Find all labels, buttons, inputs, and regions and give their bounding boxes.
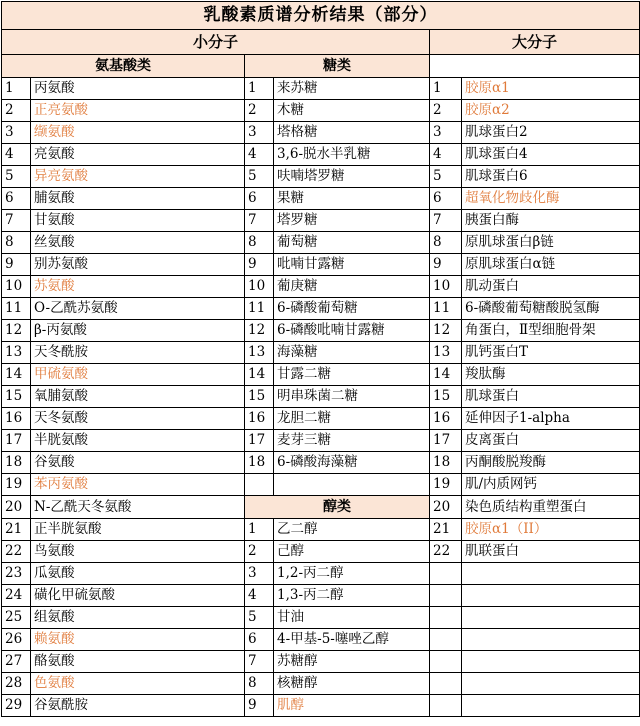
macromolecule-name: 6-磷酸葡萄糖酸脱氢酶 bbox=[462, 298, 640, 320]
amino-acid-index: 22 bbox=[2, 541, 31, 563]
table-row bbox=[2, 100, 640, 122]
sugar-index: 5 bbox=[245, 166, 274, 188]
amino-acid-name: 色氨酸 bbox=[31, 673, 245, 695]
amino-acid-index: 19 bbox=[2, 474, 31, 496]
alcohol-index: 6 bbox=[245, 629, 274, 651]
alcohol-index: 8 bbox=[245, 673, 274, 695]
macromolecule-name: 原肌球蛋白α链 bbox=[462, 254, 640, 276]
macromolecule-index: 16 bbox=[430, 408, 462, 430]
mass-spec-table bbox=[1, 1, 640, 717]
amino-acid-index: 14 bbox=[2, 364, 31, 386]
amino-acid-index: 13 bbox=[2, 342, 31, 364]
empty-cell bbox=[430, 563, 462, 585]
macromolecule-index: 2 bbox=[430, 100, 462, 122]
sugar-name: 6-磷酸吡喃甘露糖 bbox=[274, 320, 430, 342]
table-row bbox=[2, 519, 640, 541]
sugar-index: 8 bbox=[245, 232, 274, 254]
amino-acid-name: O-乙酰苏氨酸 bbox=[31, 298, 245, 320]
amino-acid-index: 17 bbox=[2, 430, 31, 452]
table-row bbox=[2, 298, 640, 320]
table-row bbox=[2, 585, 640, 607]
amino-acid-name: 磺化甲硫氨酸 bbox=[31, 585, 245, 607]
amino-acid-name: 异亮氨酸 bbox=[31, 166, 245, 188]
amino-acid-index: 20 bbox=[2, 496, 31, 519]
table-row bbox=[2, 386, 640, 408]
table-row bbox=[2, 651, 640, 673]
amino-acid-name: 丙氨酸 bbox=[31, 78, 245, 100]
macromolecule-name: 肌动蛋白 bbox=[462, 276, 640, 298]
amino-acid-name: 鸟氨酸 bbox=[31, 541, 245, 563]
macromolecule-index: 8 bbox=[430, 232, 462, 254]
table-row bbox=[2, 496, 640, 519]
macromolecule-name: 角蛋白，Ⅱ型细胞骨架 bbox=[462, 320, 640, 342]
empty-cell bbox=[430, 673, 462, 695]
amino-acid-index: 28 bbox=[2, 673, 31, 695]
table-row bbox=[2, 144, 640, 166]
sugar-index: 3 bbox=[245, 122, 274, 144]
amino-acid-index: 11 bbox=[2, 298, 31, 320]
amino-acid-index: 21 bbox=[2, 519, 31, 541]
sugar-index: 15 bbox=[245, 386, 274, 408]
alcohol-name: 乙二醇 bbox=[274, 519, 430, 541]
macromolecule-name: 肌球蛋白6 bbox=[462, 166, 640, 188]
amino-acid-index: 5 bbox=[2, 166, 31, 188]
amino-acid-name: 苏氨酸 bbox=[31, 276, 245, 298]
sugars-header: 糖类 bbox=[245, 55, 430, 78]
table-row bbox=[2, 408, 640, 430]
sugar-name: 6-磷酸葡萄糖 bbox=[274, 298, 430, 320]
amino-acid-index: 6 bbox=[2, 188, 31, 210]
macromolecule-name: 延伸因子1-alpha bbox=[462, 408, 640, 430]
sugar-name: 来苏糖 bbox=[274, 78, 430, 100]
sugar-name: 甘露二糖 bbox=[274, 364, 430, 386]
sugar-index: 17 bbox=[245, 430, 274, 452]
empty-cell bbox=[462, 607, 640, 629]
sugar-index: 11 bbox=[245, 298, 274, 320]
amino-acid-name: N-乙酰天冬氨酸 bbox=[31, 496, 245, 519]
amino-acid-name: 谷氨酰胺 bbox=[31, 695, 245, 717]
amino-acid-index: 29 bbox=[2, 695, 31, 717]
table-row bbox=[2, 254, 640, 276]
amino-acid-name: 赖氨酸 bbox=[31, 629, 245, 651]
amino-acid-name: 组氨酸 bbox=[31, 607, 245, 629]
empty-cell bbox=[462, 651, 640, 673]
sugar-index: 1 bbox=[245, 78, 274, 100]
macromolecule-index: 13 bbox=[430, 342, 462, 364]
amino-acid-index: 23 bbox=[2, 563, 31, 585]
macromolecule-index: 7 bbox=[430, 210, 462, 232]
macromolecule-index: 14 bbox=[430, 364, 462, 386]
alcohol-index: 3 bbox=[245, 563, 274, 585]
macromolecule-index: 17 bbox=[430, 430, 462, 452]
amino-acid-index: 15 bbox=[2, 386, 31, 408]
macromolecule-index: 1 bbox=[430, 78, 462, 100]
macromolecule-name: 染色质结构重塑蛋白 bbox=[462, 496, 640, 519]
macromolecule-index: 19 bbox=[430, 474, 462, 496]
small-molecules-header: 小分子 bbox=[2, 30, 430, 55]
empty-cell bbox=[430, 629, 462, 651]
macromolecule-name: 羧肽酶 bbox=[462, 364, 640, 386]
sugar-name: 果糖 bbox=[274, 188, 430, 210]
table-row bbox=[2, 342, 640, 364]
empty-cell bbox=[462, 695, 640, 717]
alcohol-name: 肌醇 bbox=[274, 695, 430, 717]
sugar-index: 9 bbox=[245, 254, 274, 276]
macromolecule-name: 肌联蛋白 bbox=[462, 541, 640, 563]
alcohol-index: 2 bbox=[245, 541, 274, 563]
table-row bbox=[2, 563, 640, 585]
macromolecule-index: 10 bbox=[430, 276, 462, 298]
sugar-index: 16 bbox=[245, 408, 274, 430]
amino-acid-name: 天冬酰胺 bbox=[31, 342, 245, 364]
macromolecule-index: 9 bbox=[430, 254, 462, 276]
sugar-name: 葡庚糖 bbox=[274, 276, 430, 298]
amino-acid-index: 9 bbox=[2, 254, 31, 276]
table-row bbox=[2, 629, 640, 651]
table-row bbox=[2, 122, 640, 144]
table-row bbox=[2, 78, 640, 100]
macromolecule-index: 20 bbox=[430, 496, 462, 519]
macromolecule-name: 肌球蛋白4 bbox=[462, 144, 640, 166]
sugar-name: 6-磷酸海藻糖 bbox=[274, 452, 430, 474]
alcohol-name: 1,2-丙二醇 bbox=[274, 563, 430, 585]
table-row bbox=[2, 607, 640, 629]
amino-acid-name: 正亮氨酸 bbox=[31, 100, 245, 122]
amino-acid-index: 18 bbox=[2, 452, 31, 474]
sugar-name: 塔罗糖 bbox=[274, 210, 430, 232]
table-row bbox=[2, 673, 640, 695]
table-row bbox=[2, 166, 640, 188]
amino-acid-index: 1 bbox=[2, 78, 31, 100]
amino-acid-name: 甘氨酸 bbox=[31, 210, 245, 232]
amino-acid-name: 氧脯氨酸 bbox=[31, 386, 245, 408]
amino-acid-index: 3 bbox=[2, 122, 31, 144]
macromolecule-index: 11 bbox=[430, 298, 462, 320]
alcohol-name: 己醇 bbox=[274, 541, 430, 563]
amino-acid-index: 25 bbox=[2, 607, 31, 629]
macromolecule-name: 胶原α1 bbox=[462, 78, 640, 100]
table-row bbox=[2, 320, 640, 342]
amino-acid-index: 16 bbox=[2, 408, 31, 430]
empty-cell bbox=[462, 629, 640, 651]
macromolecule-name: 肌钙蛋白T bbox=[462, 342, 640, 364]
amino-acid-name: 丝氨酸 bbox=[31, 232, 245, 254]
sugar-name: 3,6-脱水半乳糖 bbox=[274, 144, 430, 166]
table-row bbox=[2, 541, 640, 563]
amino-acid-index: 4 bbox=[2, 144, 31, 166]
empty-cell bbox=[430, 695, 462, 717]
sugar-index: 4 bbox=[245, 144, 274, 166]
table-row bbox=[2, 232, 640, 254]
macromolecule-name: 胰蛋白酶 bbox=[462, 210, 640, 232]
alcohol-name: 4-甲基-5-噻唑乙醇 bbox=[274, 629, 430, 651]
sugar-index: 14 bbox=[245, 364, 274, 386]
amino-acid-index: 26 bbox=[2, 629, 31, 651]
amino-acid-name: 瓜氨酸 bbox=[31, 563, 245, 585]
amino-acid-index: 2 bbox=[2, 100, 31, 122]
sugar-index: 18 bbox=[245, 452, 274, 474]
amino-acid-name: 苯丙氨酸 bbox=[31, 474, 245, 496]
macromolecule-index: 12 bbox=[430, 320, 462, 342]
amino-acid-name: 谷氨酸 bbox=[31, 452, 245, 474]
empty-cell bbox=[430, 585, 462, 607]
table-row bbox=[2, 188, 640, 210]
alcohol-index: 1 bbox=[245, 519, 274, 541]
amino-acid-name: 天冬氨酸 bbox=[31, 408, 245, 430]
amino-acid-name: 酪氨酸 bbox=[31, 651, 245, 673]
sugar-name: 明串珠菌二糖 bbox=[274, 386, 430, 408]
table-title: 乳酸素质谱分析结果（部分） bbox=[2, 2, 640, 30]
table-row bbox=[2, 364, 640, 386]
macromolecule-name: 肌球蛋白2 bbox=[462, 122, 640, 144]
alcohol-name: 1,3-丙二醇 bbox=[274, 585, 430, 607]
macromolecule-index: 18 bbox=[430, 452, 462, 474]
macromolecule-index: 5 bbox=[430, 166, 462, 188]
amino-acid-name: 亮氨酸 bbox=[31, 144, 245, 166]
alcohol-index: 9 bbox=[245, 695, 274, 717]
empty-cell bbox=[462, 673, 640, 695]
sugar-index: 7 bbox=[245, 210, 274, 232]
empty-cell bbox=[430, 651, 462, 673]
macromolecule-index: 15 bbox=[430, 386, 462, 408]
large-molecules-header: 大分子 bbox=[430, 30, 640, 55]
alcohols-header: 醇类 bbox=[245, 496, 430, 519]
table-row bbox=[2, 474, 640, 496]
sugar-name: 葡萄糖 bbox=[274, 232, 430, 254]
sugar-name: 吡喃甘露糖 bbox=[274, 254, 430, 276]
sugar-index: 2 bbox=[245, 100, 274, 122]
sugar-name: 麦芽三糖 bbox=[274, 430, 430, 452]
table-row bbox=[2, 452, 640, 474]
sugar-name: 龙胆二糖 bbox=[274, 408, 430, 430]
amino-acid-name: 半胱氨酸 bbox=[31, 430, 245, 452]
sugar-index: 12 bbox=[245, 320, 274, 342]
empty-cell bbox=[430, 607, 462, 629]
macromolecule-name: 皮离蛋白 bbox=[462, 430, 640, 452]
sugar-index: 13 bbox=[245, 342, 274, 364]
macromolecule-index: 22 bbox=[430, 541, 462, 563]
macromolecule-name: 胶原α2 bbox=[462, 100, 640, 122]
amino-acid-index: 27 bbox=[2, 651, 31, 673]
macromolecule-index: 4 bbox=[430, 144, 462, 166]
amino-acid-index: 10 bbox=[2, 276, 31, 298]
macromolecule-name: 超氧化物歧化酶 bbox=[462, 188, 640, 210]
alcohol-index: 4 bbox=[245, 585, 274, 607]
amino-acid-index: 12 bbox=[2, 320, 31, 342]
alcohol-name: 苏糖醇 bbox=[274, 651, 430, 673]
sugar-name: 呋喃塔罗糖 bbox=[274, 166, 430, 188]
macromolecule-name: 胶原α1（II） bbox=[462, 519, 640, 541]
alcohol-name: 核糖醇 bbox=[274, 673, 430, 695]
empty-cell bbox=[462, 585, 640, 607]
macromolecule-index: 6 bbox=[430, 188, 462, 210]
amino-acids-header: 氨基酸类 bbox=[2, 55, 245, 78]
macromolecule-name: 丙酮酸脱羧酶 bbox=[462, 452, 640, 474]
alcohol-name: 甘油 bbox=[274, 607, 430, 629]
empty-cell bbox=[245, 474, 274, 496]
macromolecule-index: 3 bbox=[430, 122, 462, 144]
macromolecule-name: 肌球蛋白 bbox=[462, 386, 640, 408]
sugar-index: 10 bbox=[245, 276, 274, 298]
empty-cell bbox=[462, 563, 640, 585]
table-row bbox=[2, 210, 640, 232]
amino-acid-index: 8 bbox=[2, 232, 31, 254]
macromolecule-name: 肌/内质网钙 bbox=[462, 474, 640, 496]
sugar-name: 海藻糖 bbox=[274, 342, 430, 364]
alcohol-index: 7 bbox=[245, 651, 274, 673]
empty-cell bbox=[274, 474, 430, 496]
table-row bbox=[2, 695, 640, 717]
sugar-name: 木糖 bbox=[274, 100, 430, 122]
amino-acid-name: 缬氨酸 bbox=[31, 122, 245, 144]
sugar-name: 塔格糖 bbox=[274, 122, 430, 144]
amino-acid-index: 24 bbox=[2, 585, 31, 607]
amino-acid-name: β-丙氨酸 bbox=[31, 320, 245, 342]
amino-acid-name: 正半胱氨酸 bbox=[31, 519, 245, 541]
table-row bbox=[2, 276, 640, 298]
sugar-index: 6 bbox=[245, 188, 274, 210]
amino-acid-name: 别苏氨酸 bbox=[31, 254, 245, 276]
macromolecule-index: 21 bbox=[430, 519, 462, 541]
empty-cell bbox=[430, 55, 640, 78]
macromolecule-name: 原肌球蛋白β链 bbox=[462, 232, 640, 254]
amino-acid-name: 甲硫氨酸 bbox=[31, 364, 245, 386]
alcohol-index: 5 bbox=[245, 607, 274, 629]
table-row bbox=[2, 430, 640, 452]
amino-acid-index: 7 bbox=[2, 210, 31, 232]
amino-acid-name: 脯氨酸 bbox=[31, 188, 245, 210]
